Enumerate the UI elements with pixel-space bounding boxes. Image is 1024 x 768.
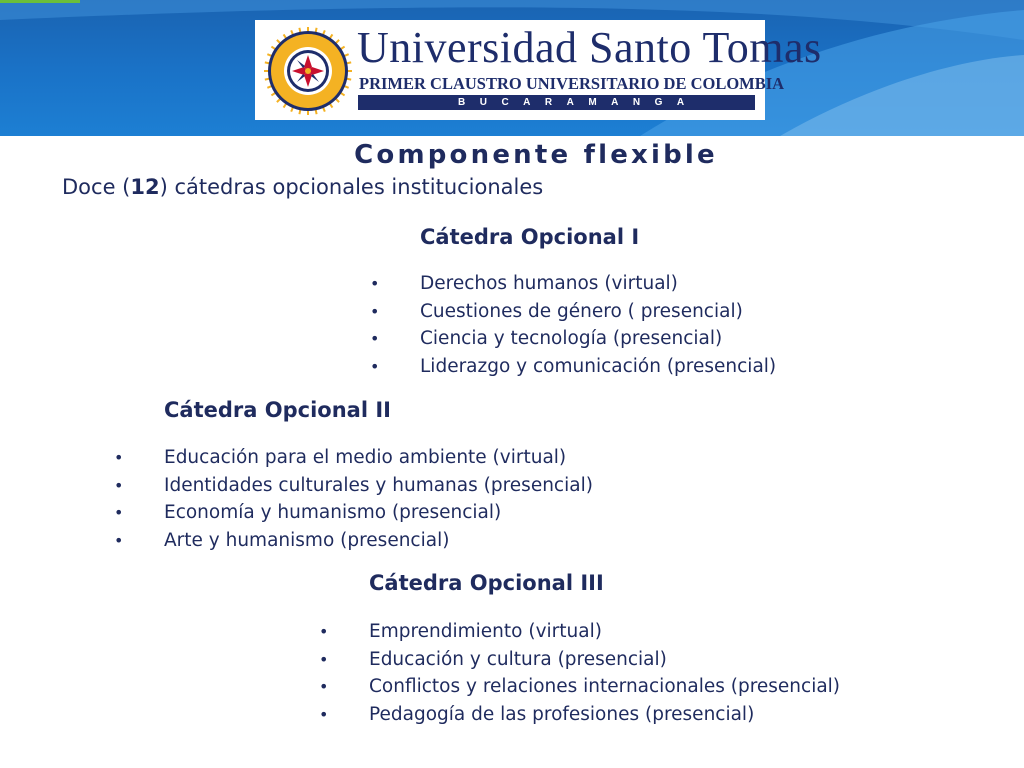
list-item (114, 527, 593, 555)
city-label: BUCARAMANGA (458, 97, 699, 108)
bullet-icon: • (370, 329, 380, 348)
section-heading-2: Cátedra Opcional II (164, 398, 391, 422)
bullet-icon: • (319, 677, 329, 696)
bullet-icon: • (114, 530, 124, 550)
list-item-label: Emprendimiento (virtual) (369, 621, 602, 642)
university-subtitle: PRIMER CLAUSTRO UNIVERSITARIO DE COLOMBIA (359, 74, 785, 93)
list-item-label: Liderazgo y comunicación (presencial) (420, 355, 777, 377)
list-item (114, 444, 593, 472)
list-item (370, 298, 776, 326)
list-item-label: Educación y cultura (presencial) (369, 648, 667, 670)
bullet-icon: • (319, 704, 329, 724)
subtitle-suffix: ) cátedras opcionales institucionales (159, 175, 544, 199)
bullet-icon: • (114, 475, 124, 495)
list-item (370, 325, 776, 353)
list-item (370, 270, 776, 298)
list-item-label: Pedagogía de las profesiones (presencial) (369, 703, 755, 725)
list-item (319, 673, 841, 701)
subtitle-number: 12 (130, 175, 160, 199)
list-item (319, 646, 840, 674)
bullet-icon: • (114, 503, 124, 522)
university-name: Universidad Santo Tomas (357, 23, 822, 72)
section-list-3 (319, 618, 841, 728)
university-seal-icon (264, 27, 352, 115)
bullet-icon: • (319, 622, 329, 641)
list-item-label: Derechos humanos (virtual) (420, 273, 678, 294)
list-item-label: Conflictos y relaciones internacionales (presencial) (369, 676, 841, 697)
bullet-icon: • (370, 356, 380, 376)
list-item-label: Educación para el medio ambiente (virtual) (164, 447, 567, 468)
page-subtitle (62, 175, 543, 199)
list-item (319, 701, 840, 729)
list-item (319, 618, 840, 646)
section-list-1 (370, 270, 777, 380)
bullet-icon: • (114, 448, 124, 467)
section-heading-3: Cátedra Opcional III (369, 571, 604, 595)
list-item-label: Ciencia y tecnología (presencial) (420, 328, 723, 349)
section-heading-1: Cátedra Opcional I (420, 225, 640, 249)
list-item-label: Arte y humanismo (presencial) (164, 529, 450, 551)
list-item-label: Cuestiones de género ( presencial) (420, 300, 743, 322)
bullet-icon: • (370, 274, 380, 293)
list-item (114, 499, 593, 527)
list-item-label: Economía y humanismo (presencial) (164, 502, 502, 523)
section-list-2 (114, 444, 593, 554)
page-title: Componente flexible (354, 140, 718, 170)
banner-accent-tab (0, 0, 80, 3)
list-item (370, 353, 777, 381)
list-item (114, 472, 593, 500)
bullet-icon: • (370, 301, 380, 321)
list-item-label: Identidades culturales y humanas (presencial) (164, 474, 593, 496)
subtitle-prefix: Doce ( (62, 175, 131, 199)
bullet-icon: • (319, 649, 329, 669)
